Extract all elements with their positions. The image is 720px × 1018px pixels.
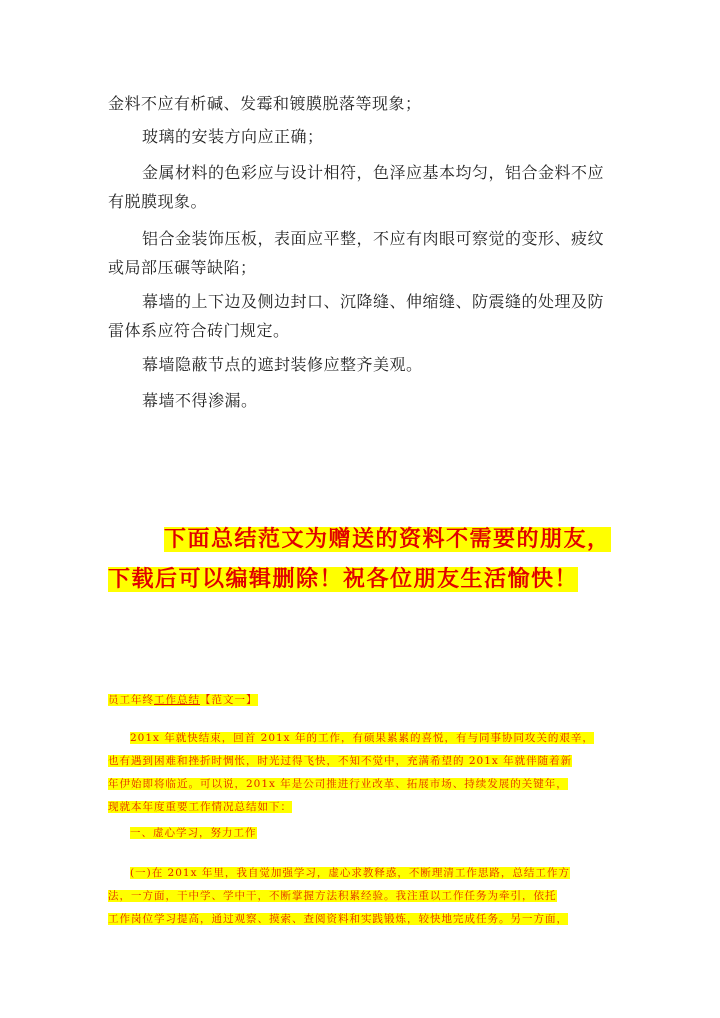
paragraph-metal-color-line1: 金属材料的色彩应与设计相符，色泽应基本均匀，铝合金料不应 [142, 163, 605, 182]
summary-s1-line3: 工作岗位学习提高，通过观察、摸索、查阅资料和实践锻炼，较快地完成任务。另一方面， [108, 913, 568, 925]
paragraph-curtain-wall-seams-line1: 幕墙的上下边及侧边封口、沉降缝、伸缩缝、防震缝的处理及防 [142, 292, 605, 311]
paragraph-no-leakage: 幕墙不得渗漏。 [142, 391, 258, 410]
paragraph-aluminum-plate-line2: 或局部压碾等缺陷； [108, 258, 257, 277]
summary-s1-line2: 法，一方面，干中学、学中干，不断掌握方法积累经验。我注重以工作任务为牵引，依托 [108, 890, 557, 902]
paragraph-continuation: 金料不应有析碱、发霉和镀膜脱落等现象； [108, 94, 422, 113]
summary-title-link[interactable]: 工作总结 [154, 694, 200, 706]
summary-title: 员工年终工作总结【范文一】 [108, 694, 258, 706]
paragraph-metal-color-line2: 有脱膜现象。 [108, 192, 208, 211]
summary-intro-line3: 年伊始即将临近。可以说，201x 年是公司推进行业改革、拓展市场、持续发展的关键年， [108, 778, 568, 790]
summary-section1-heading: 一、虚心学习，努力工作 [130, 827, 257, 839]
paragraph-hidden-nodes: 幕墙隐蔽节点的遮封装修应整齐美观。 [142, 355, 423, 374]
banner-line1: 下面总结范文为赠送的资料不需要的朋友， [164, 527, 611, 552]
summary-intro-line2: 也有遇到困难和挫折时惆怅，时光过得飞快，不知不觉中，充满希望的 201x 年就伴随着新 [108, 755, 573, 767]
paragraph-aluminum-plate-line1: 铝合金装饰压板，表面应平整，不应有肉眼可察觉的变形、疲纹 [142, 229, 605, 248]
summary-intro-line1: 201x 年就快结束，回首 201x 年的工作，有硕果累累的喜悦，有与同事协同攻关的艰辛， [130, 732, 594, 744]
summary-intro-line4: 现就本年度重要工作情况总结如下： [108, 801, 292, 813]
summary-s1-line1: (一)在 201x 年里，我自觉加强学习，虚心求教释惑，不断理清工作思路，总结工作方 [130, 867, 570, 879]
paragraph-curtain-wall-seams-line2: 雷体系应符合砖门规定。 [108, 321, 290, 340]
banner-line2: 下载后可以编辑删除！祝各位朋友生活愉快！ [108, 567, 579, 592]
paragraph-glass-install: 玻璃的安装方向应正确； [142, 127, 324, 146]
